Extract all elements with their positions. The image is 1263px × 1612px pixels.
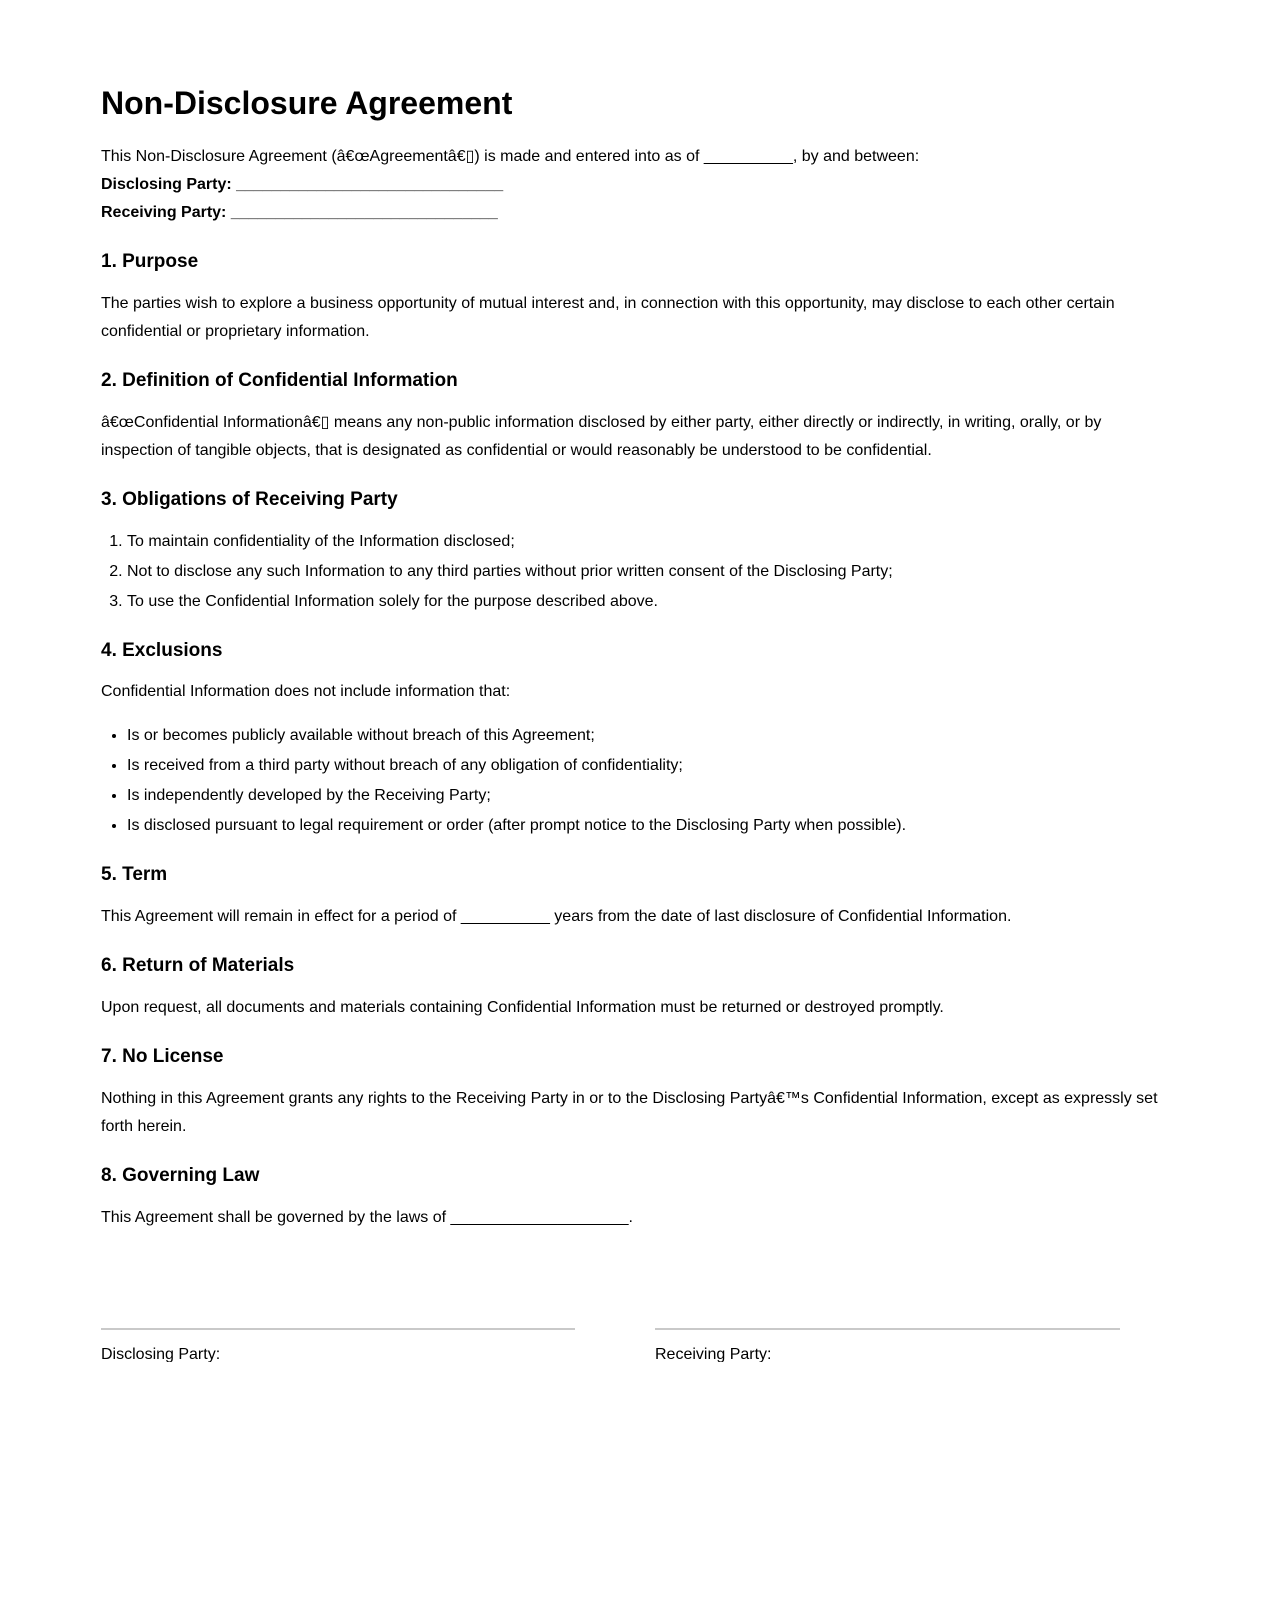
obligations-list <box>101 528 1162 616</box>
section-heading-definition: 2. Definition of Confidential Information <box>101 369 458 391</box>
exclusions-list <box>101 722 1162 840</box>
section-exclusions <box>101 640 1162 841</box>
list-item: • Is disclosed pursuant to legal requirement or order (after prompt notice to the Disclosing Party when possible). <box>127 812 1162 840</box>
receiving-party-label: Receiving Party: <box>101 204 227 222</box>
intro-paragraph <box>101 143 1162 227</box>
disclosing-party-blank-line: ______________________________ <box>236 176 504 194</box>
list-item: • Is received from a third party without breach of any obligation of confidentiality; <box>127 752 1162 780</box>
receiving-signature-area <box>655 1328 1120 1362</box>
section-obligations <box>101 489 1162 616</box>
section-heading-term: 5. Term <box>101 864 168 886</box>
section-paragraph: Upon request, all documents and materials containing Confidential Information must be returned or destroyed promptly. <box>101 998 944 1016</box>
section-no-license <box>101 1046 1162 1141</box>
intro-line: This Non-Disclosure Agreement (â€œAgreementâ€▯) is made and entered into as of __________, by and between: <box>101 148 920 166</box>
section-paragraph: Confidential Information does not include information that: <box>101 683 511 701</box>
section-definition <box>101 370 1162 465</box>
list-item: 1. To maintain confidentiality of the Information disclosed; <box>127 528 1162 556</box>
section-heading-governing-law: 8. Governing Law <box>101 1164 260 1186</box>
receiving-signature-label: Receiving Party: <box>655 1346 772 1362</box>
disclosing-signature-label: Disclosing Party: <box>101 1346 221 1362</box>
section-governing-law <box>101 1165 1162 1232</box>
section-paragraph: This Agreement will remain in effect for a period of __________ years from the date of last disclosure of Confidential Information. <box>101 908 1012 926</box>
signature-block <box>101 1328 1162 1362</box>
section-heading-purpose: 1. Purpose <box>101 251 199 273</box>
section-heading-no-license: 7. No License <box>101 1045 224 1067</box>
section-heading-exclusions: 4. Exclusions <box>101 639 223 661</box>
disclosing-signature-area <box>101 1328 575 1362</box>
receiving-party-blank-line: ______________________________ <box>230 204 498 222</box>
list-item: 2. Not to disclose any such Information to any third parties without prior written consent of the Disclosing Party; <box>127 558 1162 586</box>
section-paragraph: Nothing in this Agreement grants any rights to the Receiving Party in or to the Disclosing Partyâ€™s Confidential Information, except as expressly set forth herein. <box>101 1089 1158 1135</box>
section-heading-return-of-materials: 6. Return of Materials <box>101 955 295 977</box>
section-term <box>101 864 1162 931</box>
page-title: Non-Disclosure Agreement <box>101 85 513 121</box>
section-purpose <box>101 251 1162 346</box>
disclosing-party-label: Disclosing Party: <box>101 176 232 194</box>
list-item: • Is independently developed by the Receiving Party; <box>127 782 1162 810</box>
section-return-of-materials <box>101 955 1162 1022</box>
list-item: 3. To use the Confidential Information solely for the purpose described above. <box>127 588 1162 616</box>
section-paragraph: â€œConfidential Informationâ€▯ means any non-public information disclosed by either party, either directly or indirectly, in writing, orally, or by inspection of tangible objects, that is designated as confidential or would reasonably be understood to be confidential. <box>101 413 1102 459</box>
section-paragraph: This Agreement shall be governed by the laws of ____________________. <box>101 1208 633 1226</box>
list-item: • Is or becomes publicly available without breach of this Agreement; <box>127 722 1162 750</box>
section-heading-obligations: 3. Obligations of Receiving Party <box>101 488 398 510</box>
section-paragraph: The parties wish to explore a business opportunity of mutual interest and, in connection with this opportunity, may disclose to each other certain confidential or proprietary information. <box>101 294 1115 340</box>
